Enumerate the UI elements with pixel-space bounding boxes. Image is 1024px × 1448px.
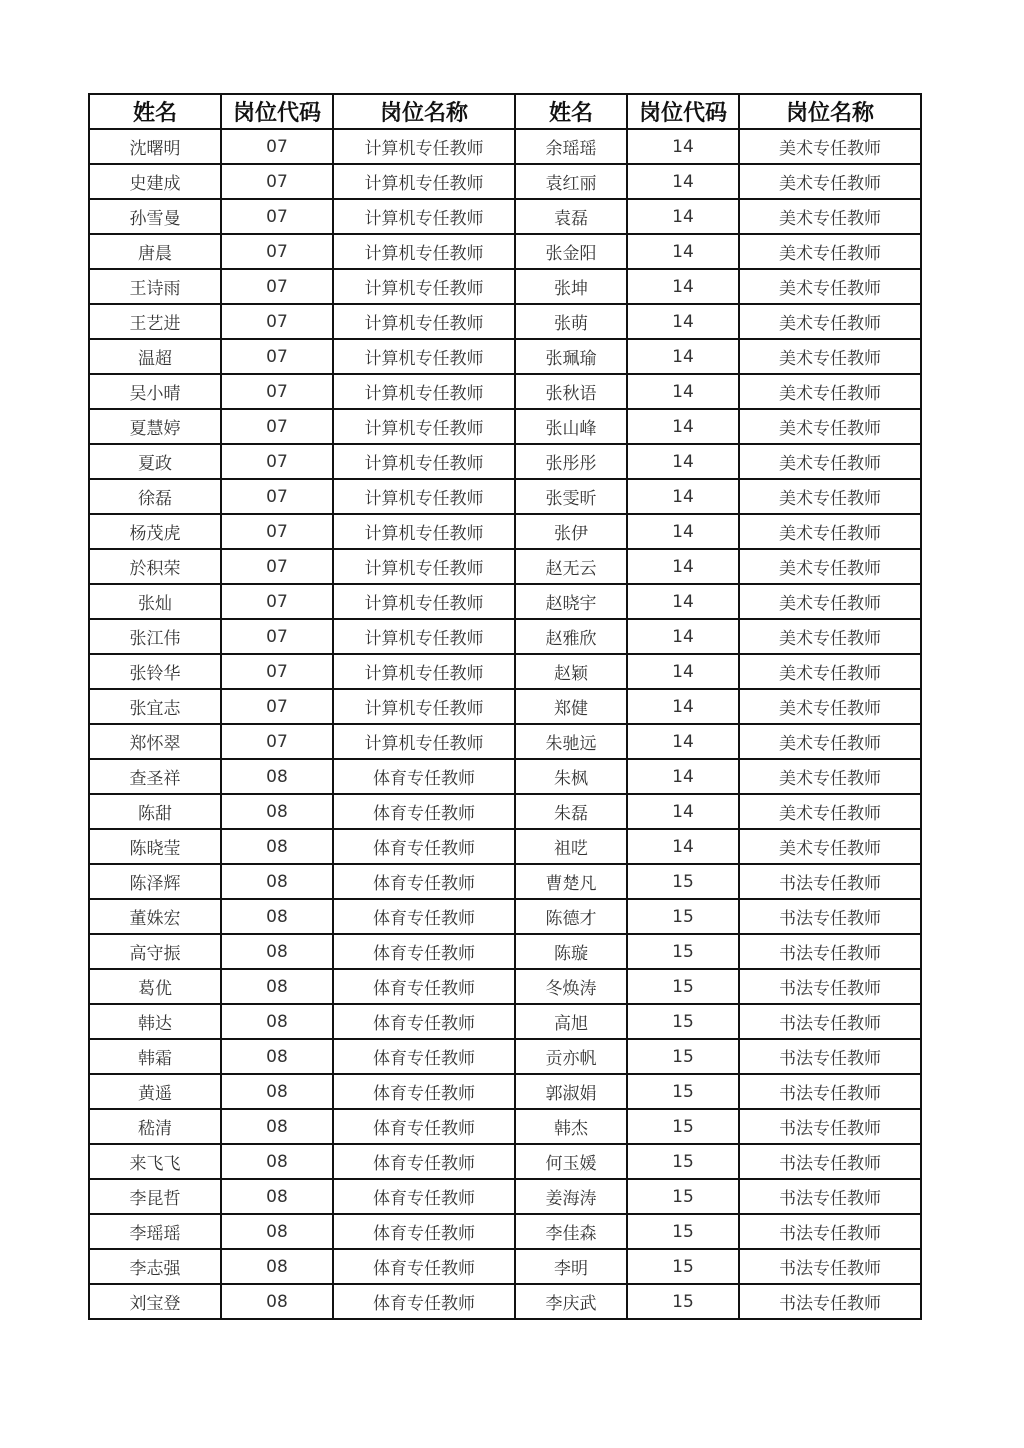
header-position-title: 岗位名称: [739, 94, 921, 129]
cell-position-code: 07: [221, 234, 333, 269]
table-row: [89, 969, 921, 1004]
cell-position-title: 书法专任教师: [739, 934, 921, 969]
cell-position-code: 14: [627, 129, 739, 164]
cell-name: 冬焕涛: [515, 969, 627, 1004]
table-row: [89, 549, 921, 584]
cell-position-title: 美术专任教师: [739, 654, 921, 689]
cell-position-code: 07: [221, 374, 333, 409]
cell-name: 张萌: [515, 304, 627, 339]
cell-position-title: 计算机专任教师: [333, 129, 515, 164]
cell-position-code: 15: [627, 864, 739, 899]
cell-name: 张山峰: [515, 409, 627, 444]
table-row: [89, 514, 921, 549]
cell-position-title: 体育专任教师: [333, 969, 515, 1004]
cell-position-title: 计算机专任教师: [333, 689, 515, 724]
cell-position-title: 美术专任教师: [739, 724, 921, 759]
table-row: [89, 1004, 921, 1039]
cell-position-title: 美术专任教师: [739, 829, 921, 864]
cell-name: 李瑶瑶: [89, 1214, 221, 1249]
cell-name: 郑健: [515, 689, 627, 724]
cell-position-title: 美术专任教师: [739, 164, 921, 199]
cell-position-code: 07: [221, 689, 333, 724]
cell-position-code: 15: [627, 969, 739, 1004]
table-row: [89, 1144, 921, 1179]
cell-name: 张彤彤: [515, 444, 627, 479]
cell-position-title: 书法专任教师: [739, 1004, 921, 1039]
cell-position-code: 08: [221, 759, 333, 794]
cell-position-title: 体育专任教师: [333, 1284, 515, 1319]
cell-position-title: 计算机专任教师: [333, 549, 515, 584]
cell-position-title: 体育专任教师: [333, 1144, 515, 1179]
cell-position-code: 07: [221, 199, 333, 234]
cell-position-code: 15: [627, 1284, 739, 1319]
cell-position-title: 书法专任教师: [739, 1039, 921, 1074]
cell-position-title: 计算机专任教师: [333, 479, 515, 514]
table-row: [89, 934, 921, 969]
cell-position-title: 体育专任教师: [333, 864, 515, 899]
cell-position-code: 08: [221, 1144, 333, 1179]
cell-position-title: 美术专任教师: [739, 584, 921, 619]
cell-name: 赵颖: [515, 654, 627, 689]
cell-name: 朱磊: [515, 794, 627, 829]
table-row: [89, 619, 921, 654]
cell-position-title: 书法专任教师: [739, 1144, 921, 1179]
table-row: [89, 1179, 921, 1214]
header-name: 姓名: [89, 94, 221, 129]
cell-position-code: 14: [627, 514, 739, 549]
cell-name: 余瑶瑶: [515, 129, 627, 164]
cell-position-code: 07: [221, 619, 333, 654]
cell-position-code: 08: [221, 934, 333, 969]
cell-position-code: 07: [221, 409, 333, 444]
cell-name: 张铃华: [89, 654, 221, 689]
cell-position-title: 美术专任教师: [739, 479, 921, 514]
cell-name: 张宜志: [89, 689, 221, 724]
cell-name: 张金阳: [515, 234, 627, 269]
cell-name: 袁红丽: [515, 164, 627, 199]
cell-position-code: 08: [221, 1179, 333, 1214]
table-row: [89, 129, 921, 164]
cell-position-code: 07: [221, 724, 333, 759]
cell-position-title: 计算机专任教师: [333, 199, 515, 234]
cell-position-code: 15: [627, 934, 739, 969]
table-row: [89, 654, 921, 689]
cell-name: 徐磊: [89, 479, 221, 514]
cell-position-title: 体育专任教师: [333, 1214, 515, 1249]
table-row: [89, 199, 921, 234]
cell-name: 韩达: [89, 1004, 221, 1039]
cell-name: 来飞飞: [89, 1144, 221, 1179]
cell-name: 袁磊: [515, 199, 627, 234]
cell-name: 何玉媛: [515, 1144, 627, 1179]
cell-name: 陈甜: [89, 794, 221, 829]
header-position-code: 岗位代码: [627, 94, 739, 129]
header-name: 姓名: [515, 94, 627, 129]
cell-name: 杨茂虎: [89, 514, 221, 549]
cell-name: 陈泽辉: [89, 864, 221, 899]
cell-position-code: 14: [627, 689, 739, 724]
cell-name: 朱枫: [515, 759, 627, 794]
cell-position-code: 08: [221, 829, 333, 864]
cell-position-code: 14: [627, 829, 739, 864]
cell-position-code: 07: [221, 584, 333, 619]
cell-position-title: 美术专任教师: [739, 129, 921, 164]
cell-name: 韩杰: [515, 1109, 627, 1144]
cell-position-title: 书法专任教师: [739, 1109, 921, 1144]
table-row: [89, 724, 921, 759]
table-row: [89, 899, 921, 934]
cell-position-code: 15: [627, 1109, 739, 1144]
cell-name: 朱驰远: [515, 724, 627, 759]
cell-position-code: 08: [221, 794, 333, 829]
table-row: [89, 479, 921, 514]
cell-position-code: 07: [221, 444, 333, 479]
table-row: [89, 1214, 921, 1249]
cell-name: 李佳森: [515, 1214, 627, 1249]
cell-position-code: 07: [221, 164, 333, 199]
cell-position-title: 计算机专任教师: [333, 619, 515, 654]
cell-position-code: 15: [627, 1004, 739, 1039]
cell-name: 董姝宏: [89, 899, 221, 934]
cell-position-code: 14: [627, 759, 739, 794]
cell-name: 张秋语: [515, 374, 627, 409]
cell-name: 陈晓莹: [89, 829, 221, 864]
cell-position-code: 15: [627, 1074, 739, 1109]
cell-position-code: 07: [221, 654, 333, 689]
cell-position-title: 书法专任教师: [739, 1214, 921, 1249]
cell-position-title: 书法专任教师: [739, 899, 921, 934]
cell-position-code: 14: [627, 269, 739, 304]
cell-position-title: 书法专任教师: [739, 1249, 921, 1284]
table-body: [89, 129, 921, 1319]
cell-position-title: 体育专任教师: [333, 934, 515, 969]
cell-position-title: 美术专任教师: [739, 409, 921, 444]
cell-position-code: 14: [627, 409, 739, 444]
cell-position-code: 15: [627, 1179, 739, 1214]
cell-position-code: 07: [221, 304, 333, 339]
cell-position-title: 体育专任教师: [333, 1039, 515, 1074]
cell-position-code: 14: [627, 584, 739, 619]
cell-position-code: 14: [627, 549, 739, 584]
cell-name: 史建成: [89, 164, 221, 199]
cell-name: 温超: [89, 339, 221, 374]
cell-position-title: 计算机专任教师: [333, 724, 515, 759]
cell-position-code: 14: [627, 619, 739, 654]
cell-name: 王艺进: [89, 304, 221, 339]
cell-name: 刘宝登: [89, 1284, 221, 1319]
cell-position-title: 计算机专任教师: [333, 234, 515, 269]
cell-position-code: 08: [221, 1109, 333, 1144]
cell-position-title: 计算机专任教师: [333, 444, 515, 479]
table-row: [89, 234, 921, 269]
cell-position-title: 计算机专任教师: [333, 339, 515, 374]
cell-name: 高旭: [515, 1004, 627, 1039]
cell-name: 夏政: [89, 444, 221, 479]
cell-position-title: 体育专任教师: [333, 1109, 515, 1144]
staff-position-table: [88, 93, 922, 1320]
table-row: [89, 1074, 921, 1109]
cell-position-title: 美术专任教师: [739, 339, 921, 374]
cell-name: 张灿: [89, 584, 221, 619]
cell-position-title: 体育专任教师: [333, 829, 515, 864]
cell-position-code: 14: [627, 374, 739, 409]
cell-position-code: 08: [221, 1284, 333, 1319]
table-row: [89, 1284, 921, 1319]
table-row: [89, 444, 921, 479]
table-header-row: [89, 94, 921, 129]
cell-position-title: 计算机专任教师: [333, 304, 515, 339]
cell-name: 曹楚凡: [515, 864, 627, 899]
cell-name: 张伊: [515, 514, 627, 549]
cell-position-title: 美术专任教师: [739, 304, 921, 339]
cell-position-title: 美术专任教师: [739, 619, 921, 654]
cell-position-code: 14: [627, 304, 739, 339]
cell-name: 赵无云: [515, 549, 627, 584]
table-row: [89, 164, 921, 199]
cell-position-title: 体育专任教师: [333, 1074, 515, 1109]
cell-name: 张江伟: [89, 619, 221, 654]
cell-position-title: 美术专任教师: [739, 549, 921, 584]
cell-position-code: 14: [627, 724, 739, 759]
cell-name: 查圣祥: [89, 759, 221, 794]
cell-position-title: 计算机专任教师: [333, 374, 515, 409]
table-row: [89, 304, 921, 339]
cell-name: 姜海涛: [515, 1179, 627, 1214]
cell-position-title: 计算机专任教师: [333, 164, 515, 199]
cell-name: 孙雪曼: [89, 199, 221, 234]
cell-position-code: 07: [221, 269, 333, 304]
cell-name: 葛优: [89, 969, 221, 1004]
cell-name: 赵雅欣: [515, 619, 627, 654]
cell-position-title: 书法专任教师: [739, 1284, 921, 1319]
cell-position-title: 体育专任教师: [333, 794, 515, 829]
table-row: [89, 794, 921, 829]
cell-position-code: 08: [221, 969, 333, 1004]
cell-position-title: 美术专任教师: [739, 794, 921, 829]
cell-position-code: 14: [627, 479, 739, 514]
cell-name: 夏慧婷: [89, 409, 221, 444]
cell-position-code: 08: [221, 899, 333, 934]
cell-name: 郭淑娟: [515, 1074, 627, 1109]
table-row: [89, 864, 921, 899]
cell-position-code: 14: [627, 654, 739, 689]
cell-name: 李庆武: [515, 1284, 627, 1319]
cell-name: 於积荣: [89, 549, 221, 584]
cell-position-title: 美术专任教师: [739, 199, 921, 234]
cell-position-code: 07: [221, 129, 333, 164]
cell-position-title: 体育专任教师: [333, 759, 515, 794]
cell-position-code: 15: [627, 1039, 739, 1074]
cell-position-title: 美术专任教师: [739, 689, 921, 724]
cell-position-code: 15: [627, 1214, 739, 1249]
cell-name: 王诗雨: [89, 269, 221, 304]
cell-position-code: 14: [627, 794, 739, 829]
table-row: [89, 409, 921, 444]
cell-position-code: 08: [221, 1039, 333, 1074]
table-row: [89, 339, 921, 374]
cell-name: 黄遥: [89, 1074, 221, 1109]
cell-position-title: 书法专任教师: [739, 969, 921, 1004]
table-row: [89, 759, 921, 794]
cell-name: 陈璇: [515, 934, 627, 969]
cell-name: 张珮瑜: [515, 339, 627, 374]
cell-position-title: 计算机专任教师: [333, 654, 515, 689]
table-row: [89, 689, 921, 724]
cell-name: 李昆哲: [89, 1179, 221, 1214]
cell-position-title: 体育专任教师: [333, 1179, 515, 1214]
cell-position-code: 07: [221, 549, 333, 584]
table-row: [89, 1109, 921, 1144]
cell-position-code: 08: [221, 864, 333, 899]
cell-position-title: 计算机专任教师: [333, 269, 515, 304]
table-row: [89, 374, 921, 409]
cell-position-code: 15: [627, 899, 739, 934]
cell-position-title: 美术专任教师: [739, 759, 921, 794]
table-row: [89, 269, 921, 304]
cell-name: 陈德才: [515, 899, 627, 934]
cell-position-code: 14: [627, 444, 739, 479]
cell-position-title: 计算机专任教师: [333, 514, 515, 549]
cell-position-title: 计算机专任教师: [333, 584, 515, 619]
cell-name: 张雯昕: [515, 479, 627, 514]
cell-position-title: 美术专任教师: [739, 374, 921, 409]
cell-position-title: 美术专任教师: [739, 444, 921, 479]
cell-position-title: 计算机专任教师: [333, 409, 515, 444]
table-row: [89, 1249, 921, 1284]
cell-name: 沈曙明: [89, 129, 221, 164]
cell-position-title: 美术专任教师: [739, 234, 921, 269]
cell-position-title: 书法专任教师: [739, 1179, 921, 1214]
cell-name: 李明: [515, 1249, 627, 1284]
cell-position-code: 07: [221, 479, 333, 514]
cell-position-code: 14: [627, 199, 739, 234]
cell-position-code: 08: [221, 1214, 333, 1249]
cell-name: 韩霜: [89, 1039, 221, 1074]
cell-name: 赵晓宇: [515, 584, 627, 619]
cell-position-code: 15: [627, 1144, 739, 1179]
cell-position-code: 14: [627, 339, 739, 374]
cell-name: 郑怀翠: [89, 724, 221, 759]
cell-position-code: 07: [221, 514, 333, 549]
header-position-code: 岗位代码: [221, 94, 333, 129]
cell-position-title: 书法专任教师: [739, 1074, 921, 1109]
cell-position-code: 14: [627, 234, 739, 269]
cell-name: 祖呓: [515, 829, 627, 864]
cell-position-code: 14: [627, 164, 739, 199]
table-row: [89, 1039, 921, 1074]
cell-position-title: 美术专任教师: [739, 269, 921, 304]
cell-position-code: 15: [627, 1249, 739, 1284]
cell-position-code: 08: [221, 1004, 333, 1039]
cell-position-code: 08: [221, 1074, 333, 1109]
cell-position-title: 体育专任教师: [333, 1249, 515, 1284]
cell-name: 张坤: [515, 269, 627, 304]
cell-name: 嵇清: [89, 1109, 221, 1144]
header-position-title: 岗位名称: [333, 94, 515, 129]
cell-name: 唐晨: [89, 234, 221, 269]
cell-name: 吴小晴: [89, 374, 221, 409]
cell-name: 高守振: [89, 934, 221, 969]
cell-name: 李志强: [89, 1249, 221, 1284]
cell-position-title: 书法专任教师: [739, 864, 921, 899]
cell-position-title: 美术专任教师: [739, 514, 921, 549]
cell-position-title: 体育专任教师: [333, 899, 515, 934]
cell-position-code: 07: [221, 339, 333, 374]
table-row: [89, 584, 921, 619]
cell-position-code: 08: [221, 1249, 333, 1284]
cell-name: 贡亦帆: [515, 1039, 627, 1074]
cell-position-title: 体育专任教师: [333, 1004, 515, 1039]
table-row: [89, 829, 921, 864]
